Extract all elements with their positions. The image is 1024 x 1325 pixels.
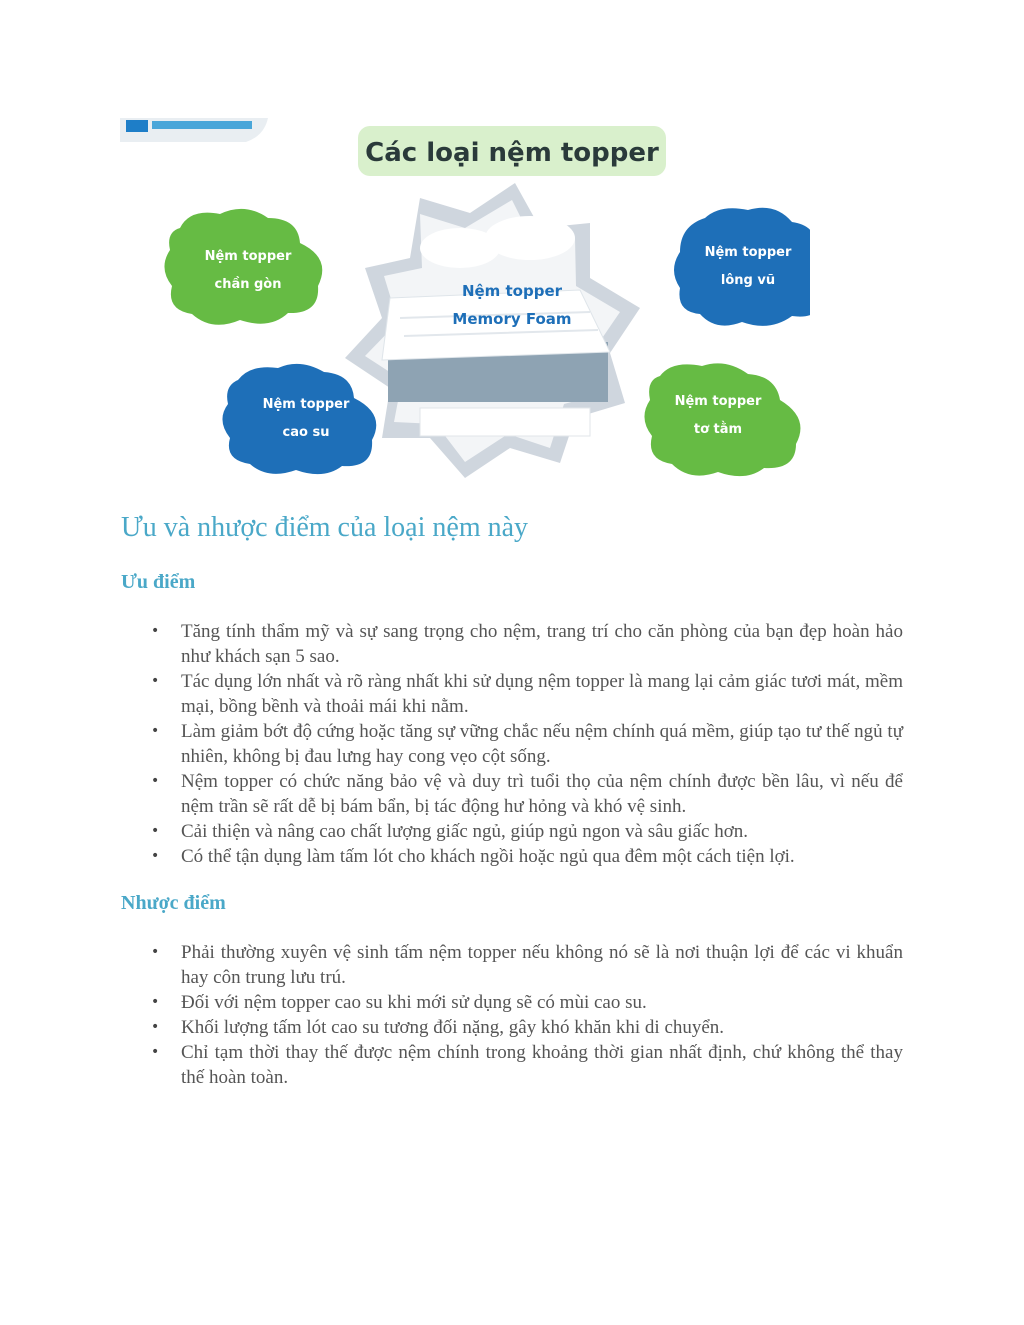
list-item: • Khối lượng tấm lót cao su tương đối nặng, gây khó khăn khi di chuyển. xyxy=(181,1015,903,1040)
list-item: • Tăng tính thẩm mỹ và sự sang trọng cho nệm, trang trí cho căn phòng của bạn đẹp hoàn hảo như khách sạn 5 sao. xyxy=(181,619,903,669)
list-item: • Phải thường xuyên vệ sinh tấm nệm topper nếu không nó sẽ là nơi thuận lợi để các vi khuẩn hay côn trung lưu trú. xyxy=(181,940,903,990)
bed-image xyxy=(345,183,640,478)
article-content xyxy=(121,508,903,1090)
bubble-to-tam xyxy=(644,363,800,476)
bubble-cham-gon-line2: chần gòn xyxy=(214,277,282,292)
center-label-line2: Memory Foam xyxy=(452,310,572,328)
bubble-cao-su-line1: Nệm topper xyxy=(262,397,350,412)
list-item: • Chỉ tạm thời thay thế được nệm chính trong khoảng thời gian nhất định, chứ không thể thay thế hoàn toàn. xyxy=(181,1040,903,1090)
pros-heading: Ưu điểm xyxy=(121,571,196,593)
cons-list xyxy=(121,940,903,1090)
cons-heading: Nhược điểm xyxy=(121,892,226,914)
list-item: • Nệm topper có chức năng bảo vệ và duy trì tuổi thọ của nệm chính được bền lâu, vì nếu để nệm trần sẽ rất dễ bị bám bẩn, bị tác động hư hỏng và khó vệ sinh. xyxy=(181,769,903,819)
list-item: • Đối với nệm topper cao su khi mới sử dụng sẽ có mùi cao su. xyxy=(181,990,903,1015)
infographic-title: Các loại nệm topper xyxy=(365,138,659,168)
article-heading: Ưu và nhược điểm của loại nệm này xyxy=(121,512,529,543)
list-item: • Cải thiện và nâng cao chất lượng giấc ngủ, giúp ngủ ngon và sâu giấc hơn. xyxy=(181,819,903,844)
center-label-line1: Nệm topper xyxy=(461,282,563,300)
bubble-cao-su-line2: cao su xyxy=(282,425,330,440)
bubble-long-vu-line1: Nệm topper xyxy=(704,245,792,260)
bubble-long-vu-line2: lông vũ xyxy=(720,273,776,288)
bubble-to-tam-line2: tơ tằm xyxy=(693,422,743,437)
bubble-cham-gon xyxy=(164,209,322,325)
bubble-to-tam-line1: Nệm topper xyxy=(674,394,762,409)
bubble-long-vu xyxy=(674,208,810,326)
list-item: • Làm giảm bớt độ cứng hoặc tăng sự vững chắc nếu nệm chính quá mềm, giúp tạo tư thế ngủ tự nhiên, không bị đau lưng hay cong vẹo cột sống. xyxy=(181,719,903,769)
brand-logo xyxy=(120,118,268,142)
list-item: • Có thể tận dụng làm tấm lót cho khách ngồi hoặc ngủ qua đêm một cách tiện lợi. xyxy=(181,844,903,869)
list-item: • Tác dụng lớn nhất và rõ ràng nhất khi sử dụng nệm topper là mang lại cảm giác tươi mát, mềm mại, bồng bềnh và thoải mái khi nằm. xyxy=(181,669,903,719)
bubble-cao-su xyxy=(222,364,376,474)
pros-list xyxy=(121,619,903,869)
bubble-cham-gon-line1: Nệm topper xyxy=(204,249,292,264)
topper-types-infographic xyxy=(120,118,810,480)
